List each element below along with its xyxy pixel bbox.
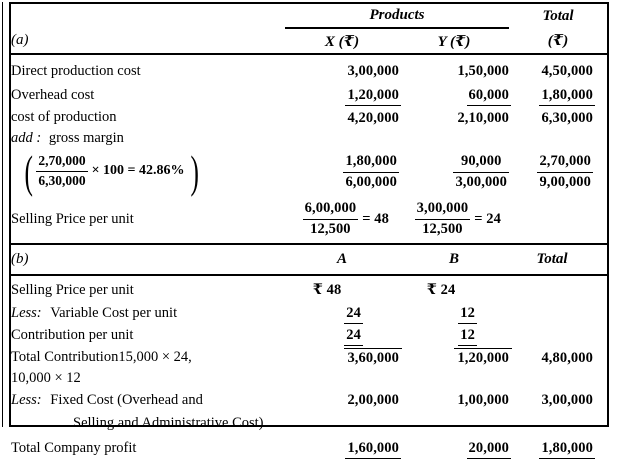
- table-row: [11, 84, 607, 106]
- selling-price-row: [11, 195, 607, 243]
- cell-empty: [285, 128, 399, 149]
- division-fraction: [415, 200, 471, 238]
- table-row: [11, 324, 607, 346]
- cell-total-contribution-a: [285, 346, 399, 368]
- cell-variable-cost-b: [399, 302, 509, 324]
- table-row: [11, 128, 607, 149]
- division-expression: [415, 200, 501, 238]
- statement-outer-frame: [2, 2, 608, 456]
- cell-overhead-cost-y: [399, 84, 509, 106]
- cell-value: 1,80,000: [541, 86, 594, 103]
- column-header-total: Total: [536, 251, 568, 267]
- label-gross-margin: gross margin: [48, 130, 124, 146]
- cell-empty: [509, 128, 607, 149]
- cell-contribution-total: [509, 324, 607, 346]
- row-label-selling-price-per-unit-b: Selling Price per unit: [11, 275, 285, 302]
- table-row-continuation: [11, 411, 607, 435]
- gross-margin-formula-cell: [11, 145, 285, 197]
- row-label-direct-production-cost: Direct production cost: [11, 54, 285, 84]
- division-result: = 24: [474, 210, 502, 227]
- row-label-variable-cost-per-unit: [11, 302, 285, 324]
- total-header: Total: [542, 7, 574, 24]
- value-top: 2,70,000: [537, 153, 593, 173]
- cell-gross-margin-total: [509, 149, 607, 195]
- gross-margin-row: [11, 149, 607, 195]
- cell-cost-of-production-y: 2,10,000: [457, 109, 510, 126]
- cell-value: 24: [346, 326, 361, 343]
- section-a-column-header-row: [11, 28, 607, 54]
- fraction-numerator: 2,70,000: [36, 153, 87, 171]
- cell-selling-price-x: [285, 195, 399, 243]
- division-expression: [303, 200, 389, 238]
- row-label-total-company-profit: Total Company profit: [11, 439, 137, 456]
- section-b-column-header-row: [11, 244, 607, 275]
- division-result: = 48: [362, 210, 389, 227]
- cell-direct-production-cost-x: 3,00,000: [285, 54, 399, 84]
- value-bottom: 3,00,000: [455, 173, 508, 190]
- cell-value: 12: [460, 304, 475, 321]
- cell-value: 60,000: [468, 86, 510, 103]
- row-label-total-contribution-line2: 10,000 × 12: [11, 370, 81, 386]
- cell-value: 24: [346, 304, 361, 321]
- cell-direct-production-cost-y: 1,50,000: [399, 54, 509, 84]
- subtotal-rule: [323, 425, 399, 427]
- value-bottom: 6,00,000: [345, 173, 397, 190]
- cell-selling-price-y: [399, 195, 509, 243]
- cell-empty: [399, 128, 509, 149]
- stacked-value: [343, 153, 399, 191]
- cell-gross-margin-y: [399, 149, 509, 195]
- row-label-fixed-cost: [11, 389, 285, 411]
- stacked-value: [537, 153, 593, 191]
- left-paren-glyph: (: [24, 145, 33, 197]
- cell-direct-production-cost-total: 4,50,000: [509, 54, 607, 84]
- table-row: [11, 302, 607, 324]
- table-row: [11, 54, 607, 84]
- cell-gross-margin-x: [285, 149, 399, 195]
- cell-variable-cost-total: [509, 302, 607, 324]
- column-header-x: X (₹): [324, 33, 360, 50]
- table-row-continuation: [11, 368, 607, 389]
- statement-table-container: [9, 2, 609, 456]
- cell-value: 1,20,000: [347, 86, 399, 103]
- section-b-label: (b): [11, 251, 29, 267]
- cell-total-contribution-total: 4,80,000: [541, 350, 593, 366]
- fraction-denominator: 12,500: [422, 220, 463, 237]
- column-header-total: (₹): [547, 33, 569, 49]
- cell-value: 1,80,000: [541, 439, 593, 456]
- table-row: [11, 106, 607, 128]
- cell-contribution-b: [399, 324, 509, 346]
- cell-value: 20,000: [468, 439, 509, 456]
- banner-spacer: [11, 4, 285, 28]
- cell-selling-price-total: [509, 195, 607, 243]
- cell-empty: [509, 368, 607, 389]
- cell-total-contribution-b: [399, 346, 509, 368]
- label-add: add :: [11, 130, 42, 146]
- cell-overhead-cost-x: [285, 84, 399, 106]
- fraction-numerator: 3,00,000: [415, 200, 471, 220]
- value-top: 90,000: [453, 153, 509, 173]
- label-fixed-cost: Fixed Cost (Overhead and: [50, 391, 203, 408]
- fraction-numerator: 6,00,000: [303, 200, 359, 220]
- cell-total-profit-b: [399, 435, 509, 461]
- cell-fixed-cost-rule-b: [399, 411, 509, 435]
- cell-selling-price-a: ₹ 48: [285, 275, 399, 302]
- cell-empty: [399, 368, 509, 389]
- fraction-denominator: 12,500: [310, 220, 351, 237]
- row-label-cost-of-production: cost of production: [11, 108, 117, 125]
- cell-contribution-a: [285, 324, 399, 346]
- subtotal-rule: [439, 425, 509, 427]
- cell-value: 3,60,000: [347, 350, 399, 366]
- section-a-label: (a): [11, 32, 29, 48]
- cell-variable-cost-a: [285, 302, 399, 324]
- cell-cost-of-production-total: 6,30,000: [541, 109, 594, 126]
- cell-value: 1,20,000: [457, 350, 509, 366]
- row-label-add-gross-margin: [11, 128, 285, 149]
- section-a-table: [11, 4, 607, 243]
- cell-fixed-cost-total: 3,00,000: [541, 391, 593, 408]
- cell-selling-price-b: ₹ 24: [399, 275, 509, 302]
- cell-total-profit-total: [509, 435, 607, 461]
- division-fraction: [303, 200, 359, 238]
- column-header-b: B: [448, 251, 459, 267]
- section-a-banner-row: [11, 4, 607, 28]
- table-row: [11, 275, 607, 302]
- cell-selling-price-total-b: [509, 275, 607, 302]
- cell-fixed-cost-rule-a: [285, 411, 399, 435]
- gross-margin-expression: [11, 145, 202, 197]
- cell-total-profit-a: [285, 435, 399, 461]
- row-label-total-contribution: Total Contribution15,000 × 24,: [11, 348, 192, 365]
- row-label-overhead-cost: Overhead cost: [11, 86, 95, 103]
- cell-empty: [285, 368, 399, 389]
- table-row: [11, 435, 607, 461]
- gross-margin-fraction: [36, 153, 87, 189]
- row-label-selling-price-per-unit: Selling Price per unit: [11, 210, 134, 227]
- cell-cost-of-production-x: 4,20,000: [347, 109, 399, 126]
- products-header: Products: [285, 4, 509, 28]
- row-label-fixed-cost-line2: Selling and Administrative Cost): [73, 414, 264, 431]
- cell-value: 1,60,000: [347, 439, 399, 456]
- gross-margin-result: × 100 = 42.86%: [91, 163, 185, 179]
- table-row: [11, 346, 607, 368]
- row-label-contribution-per-unit: Contribution per unit: [11, 326, 134, 343]
- fraction-denominator: 6,30,000: [38, 172, 86, 188]
- cell-fixed-cost-b: 1,00,000: [457, 391, 509, 408]
- label-variable-cost: Variable Cost per unit: [50, 304, 178, 321]
- subtotal-rule: [519, 425, 593, 427]
- cell-fixed-cost-rule-total: [509, 411, 607, 435]
- stacked-value: [453, 153, 509, 191]
- column-header-a: A: [336, 251, 347, 267]
- value-bottom: 9,00,000: [539, 173, 592, 190]
- section-b-table: [11, 243, 607, 461]
- label-less: Less:: [11, 304, 42, 321]
- value-top: 1,80,000: [343, 153, 399, 173]
- label-less: Less:: [11, 391, 42, 408]
- column-header-y: Y (₹): [437, 33, 471, 50]
- cell-overhead-cost-total: [509, 84, 607, 106]
- cell-value: 12: [460, 326, 475, 343]
- right-paren-glyph: ): [189, 145, 199, 197]
- cell-fixed-cost-a: 2,00,000: [347, 391, 399, 408]
- table-row: [11, 389, 607, 411]
